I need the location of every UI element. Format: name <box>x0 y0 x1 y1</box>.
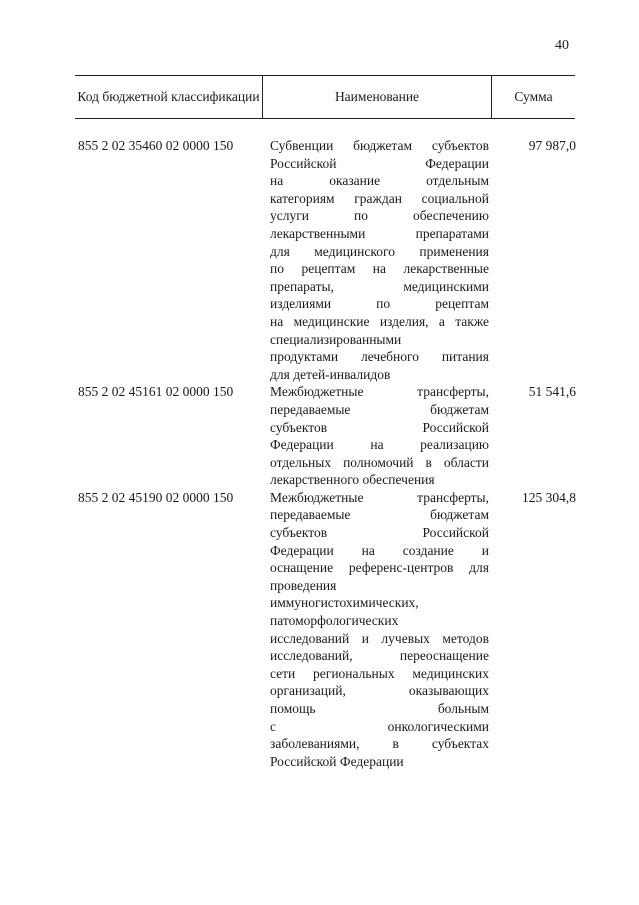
name-line: для детей-инвалидов <box>270 366 391 382</box>
name-line: на медицинские изделия, а также <box>270 313 489 329</box>
name-line: продуктами лечебного питания <box>270 349 489 365</box>
name-line: Межбюджетные трансферты, <box>270 489 489 505</box>
name-line: иммуногистохимических, <box>270 595 419 611</box>
name-line: специализированными <box>270 331 402 347</box>
name-line: Субвенции бюджетам субъектов <box>270 138 489 153</box>
row-code: 855 2 02 35460 02 0000 150 <box>78 138 234 153</box>
name-line: препараты, медицинскими <box>270 278 489 294</box>
row-sum: 97 987,0 <box>528 138 576 153</box>
table-header <box>75 75 575 119</box>
row-code: 855 2 02 45161 02 0000 150 <box>78 384 234 400</box>
table-row <box>78 137 578 383</box>
name-line: Федерации на создание и <box>270 542 489 558</box>
name-line: лекарственного обеспечения <box>270 472 435 488</box>
header-sum: Сумма <box>514 89 553 104</box>
table-row <box>78 383 578 489</box>
name-line: для медицинского применения <box>270 243 489 259</box>
name-line: передаваемые бюджетам <box>270 401 489 417</box>
row-name <box>270 489 489 771</box>
header-code: Код бюджетной классификации <box>77 89 260 104</box>
name-line: субъектов Российской <box>270 525 489 541</box>
name-line: Российской Федерации <box>270 155 489 171</box>
header-name: Наименование <box>262 76 492 118</box>
table-body <box>78 137 578 770</box>
name-line: лекарственными препаратами <box>270 225 489 241</box>
row-sum: 51 541,6 <box>528 384 576 400</box>
name-line: отдельных полномочий в области <box>270 454 489 470</box>
name-line: субъектов Российской <box>270 419 489 435</box>
page-number: 40 <box>555 38 569 53</box>
row-code: 855 2 02 45190 02 0000 150 <box>78 489 234 505</box>
row-name <box>270 383 489 489</box>
name-line: Межбюджетные трансферты, <box>270 384 489 400</box>
name-line: по рецептам на лекарственные <box>270 261 489 277</box>
name-line: Российской Федерации <box>270 753 404 769</box>
name-line: изделиями по рецептам <box>270 296 489 312</box>
name-line: передаваемые бюджетам <box>270 507 489 523</box>
name-line: заболеваниями, в субъектах <box>270 736 489 752</box>
name-line: патоморфологических <box>270 613 399 629</box>
name-line: Федерации на реализацию <box>270 437 489 453</box>
name-line: сети региональных медицинских <box>270 665 489 681</box>
table-row <box>78 489 578 771</box>
row-sum: 125 304,8 <box>522 489 576 505</box>
name-line: организаций, оказывающих <box>270 683 489 699</box>
name-line: проведения <box>270 577 337 593</box>
name-line: на оказание отдельным <box>270 173 489 189</box>
name-line: помощь больным <box>270 701 489 716</box>
name-line: исследований и лучевых методов <box>270 630 489 646</box>
name-line: услуги по обеспечению <box>270 208 489 224</box>
name-line: исследований, переоснащение <box>270 648 489 664</box>
name-line: категориям граждан социальной <box>270 190 489 206</box>
name-line: с онкологическими <box>270 718 489 734</box>
name-line: оснащение референс-центров для <box>270 560 489 576</box>
row-name <box>270 137 489 383</box>
